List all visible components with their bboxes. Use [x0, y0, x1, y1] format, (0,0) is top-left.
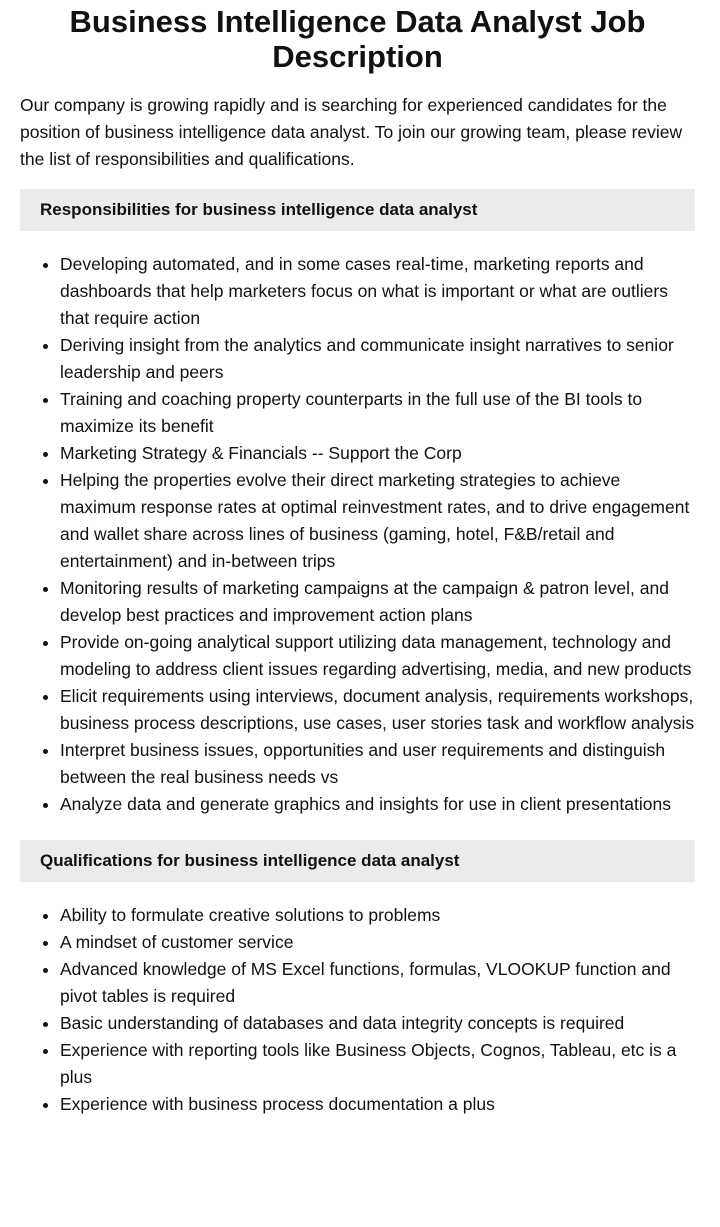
list-item: • Ability to formulate creative solutions to problems [60, 902, 695, 929]
list-item: • Advanced knowledge of MS Excel functions, formulas, VLOOKUP function and pivot tables is required [60, 956, 695, 1010]
list-item: • A mindset of customer service [60, 929, 695, 956]
job-description [0, 4, 720, 1118]
list-item: • Monitoring results of marketing campaigns at the campaign & patron level, and develop best practices and improvement action plans [60, 575, 695, 629]
list-item: • Elicit requirements using interviews, document analysis, requirements workshops, business process descriptions, use cases, user stories task and workflow analysis [60, 683, 695, 737]
list-item: • Experience with business process documentation a plus [60, 1091, 695, 1118]
responsibilities-list [20, 251, 695, 818]
list-item: • Analyze data and generate graphics and insights for use in client presentations [60, 791, 695, 818]
intro-paragraph: Our company is growing rapidly and is searching for experienced candidates for the position of business intelligence data analyst. To join our growing team, please review the list of responsibilities and qualifications. [20, 95, 683, 169]
qualifications-heading: Qualifications for business intelligence data analyst [20, 840, 695, 882]
page-title: Business Intelligence Data Analyst Job Description [69, 4, 646, 74]
list-item: • Interpret business issues, opportunities and user requirements and distinguish between the real business needs vs [60, 737, 695, 791]
list-item: • Experience with reporting tools like Business Objects, Cognos, Tableau, etc is a plus [60, 1037, 695, 1091]
list-item: • Deriving insight from the analytics and communicate insight narratives to senior leadership and peers [60, 332, 695, 386]
list-item: • Training and coaching property counterparts in the full use of the BI tools to maximize its benefit [60, 386, 695, 440]
qualifications-list [20, 902, 695, 1118]
list-item: • Helping the properties evolve their direct marketing strategies to achieve maximum response rates at optimal reinvestment rates, and to drive engagement and wallet share across lines of business (gaming, hotel, F&B/retail and entertainment) and in-between trips [60, 467, 695, 575]
list-item: • Provide on-going analytical support utilizing data management, technology and modeling to address client issues regarding advertising, media, and new products [60, 629, 695, 683]
list-item: • Basic understanding of databases and data integrity concepts is required [60, 1010, 695, 1037]
list-item: • Developing automated, and in some cases real-time, marketing reports and dashboards that help marketers focus on what is important or what are outliers that require action [60, 251, 695, 332]
list-item: • Marketing Strategy & Financials -- Support the Corp [60, 440, 695, 467]
responsibilities-heading: Responsibilities for business intelligence data analyst [20, 189, 695, 231]
